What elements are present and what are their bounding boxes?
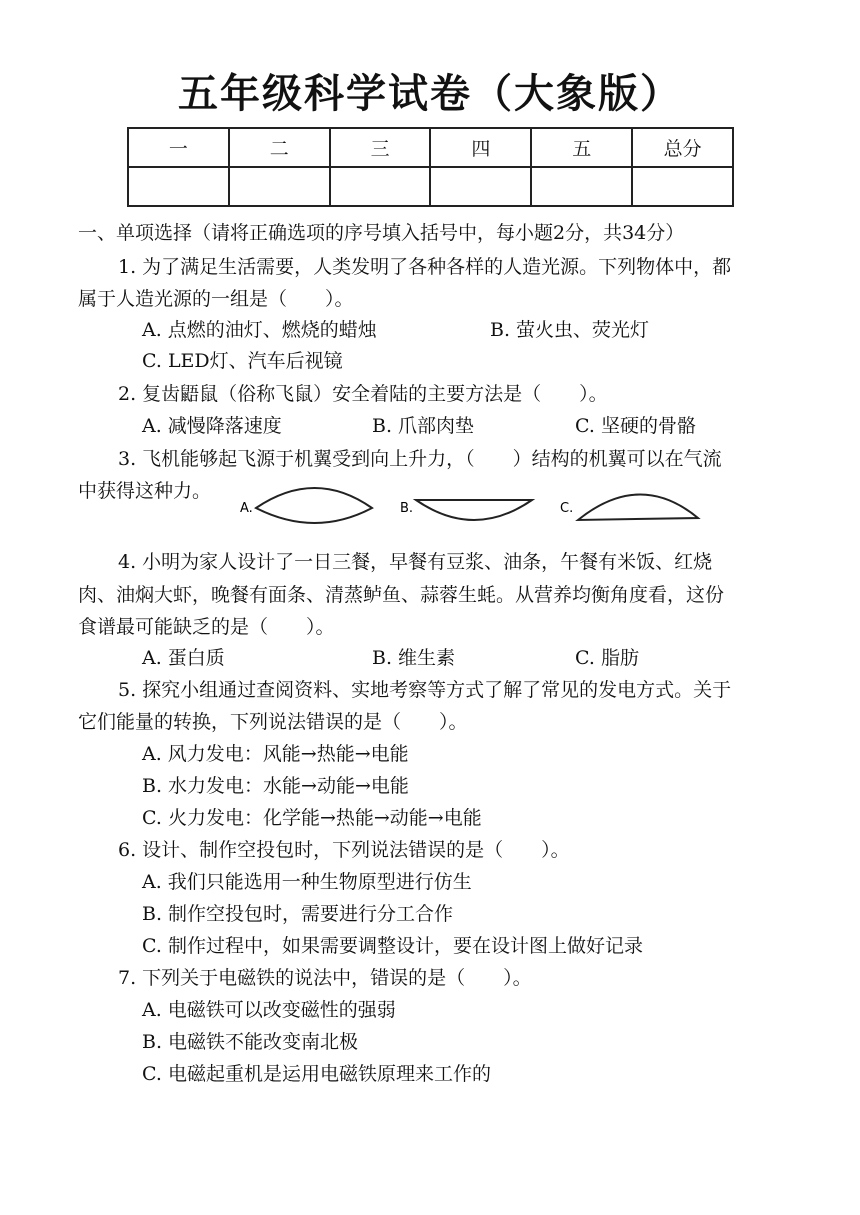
score-header-1: 一: [128, 128, 229, 167]
wing-option-a: [240, 488, 372, 523]
q4-option-a: A. 蛋白质: [142, 647, 225, 669]
score-header-2: 二: [229, 128, 330, 167]
wing-shapes-figure: [230, 478, 710, 528]
score-table: [127, 127, 734, 207]
q2-option-a: A. 减慢降落速度: [142, 415, 282, 437]
q7-option-b: B. 电磁铁不能改变南北极: [142, 1031, 359, 1053]
score-cell-1[interactable]: [128, 167, 229, 206]
score-header-total: 总分: [632, 128, 733, 167]
section-heading: 一、单项选择（请将正确选项的序号填入括号中，每小题2分，共34分）: [78, 222, 685, 244]
q6-stem-line1: 6. 设计、制作空投包时，下列说法错误的是（ ）。: [118, 839, 570, 861]
q6-option-a: A. 我们只能选用一种生物原型进行仿生: [142, 871, 472, 893]
score-cell-4[interactable]: [430, 167, 531, 206]
score-header-3: 三: [330, 128, 431, 167]
wing-label-b: B.: [400, 501, 414, 516]
score-header-5: 五: [531, 128, 632, 167]
q5-option-a: A. 风力发电：风能→热能→电能: [142, 743, 409, 765]
wing-option-c: [560, 494, 698, 520]
q4-option-c: C. 脂肪: [575, 647, 639, 669]
score-value-row: [128, 167, 733, 206]
q2-option-b: B. 爪部肉垫: [372, 415, 475, 437]
wing-shape-a: [256, 488, 372, 523]
q7-stem-line1: 7. 下列关于电磁铁的说法中，错误的是（ ）。: [118, 967, 532, 989]
q1-stem-line1: 1. 为了满足生活需要，人类发明了各种各样的人造光源。下列物体中，都: [118, 256, 732, 278]
q3-stem-line2: 中获得这种力。: [78, 480, 212, 502]
q6-option-c: C. 制作过程中，如果需要调整设计，要在设计图上做好记录: [142, 935, 643, 957]
wing-shape-c: [578, 494, 698, 520]
score-cell-2[interactable]: [229, 167, 330, 206]
q5-option-c: C. 火力发电：化学能→热能→动能→电能: [142, 807, 482, 829]
score-cell-3[interactable]: [330, 167, 431, 206]
q6-option-b: B. 制作空投包时，需要进行分工合作: [142, 903, 454, 925]
exam-title: 五年级科学试卷（大象版）: [178, 71, 682, 117]
score-cell-total[interactable]: [632, 167, 733, 206]
q5-stem-line1: 5. 探究小组通过查阅资料、实地考察等方式了解了常见的发电方式。关于: [118, 679, 732, 701]
q4-option-b: B. 维生素: [372, 647, 456, 669]
q2-stem-line1: 2. 复齿鼯鼠（俗称飞鼠）安全着陆的主要方法是（ ）。: [118, 383, 608, 405]
wing-shape-b: [416, 500, 532, 520]
q4-stem-line1: 4. 小明为家人设计了一日三餐，早餐有豆浆、油条，午餐有米饭、红烧: [118, 551, 713, 573]
q4-stem-line3: 食谱最可能缺乏的是（ ）。: [78, 616, 335, 638]
q2-option-c: C. 坚硬的骨骼: [575, 415, 696, 437]
q1-stem-line2: 属于人造光源的一组是（ ）。: [78, 288, 354, 310]
score-cell-5[interactable]: [531, 167, 632, 206]
wing-label-c: C.: [560, 501, 574, 516]
score-header-4: 四: [430, 128, 531, 167]
q1-option-b: B. 萤火虫、荧光灯: [490, 319, 650, 341]
q5-option-b: B. 水力发电：水能→动能→电能: [142, 775, 409, 797]
q1-option-c: C. LED灯、汽车后视镜: [142, 350, 343, 372]
q5-stem-line2: 它们能量的转换，下列说法错误的是（ ）。: [78, 711, 468, 733]
q3-stem-line1: 3. 飞机能够起飞源于机翼受到向上升力，（ ）结构的机翼可以在气流: [118, 448, 722, 470]
q4-stem-line2: 肉、油焖大虾，晚餐有面条、清蒸鲈鱼、蒜蓉生蚝。从营养均衡角度看，这份: [78, 584, 725, 606]
wing-label-a: A.: [240, 501, 253, 516]
wing-option-b: [400, 500, 532, 520]
q7-option-a: A. 电磁铁可以改变磁性的强弱: [142, 999, 396, 1021]
q7-option-c: C. 电磁起重机是运用电磁铁原理来工作的: [142, 1063, 491, 1085]
score-header-row: [128, 128, 733, 167]
q1-option-a: A. 点燃的油灯、燃烧的蜡烛: [142, 319, 377, 341]
